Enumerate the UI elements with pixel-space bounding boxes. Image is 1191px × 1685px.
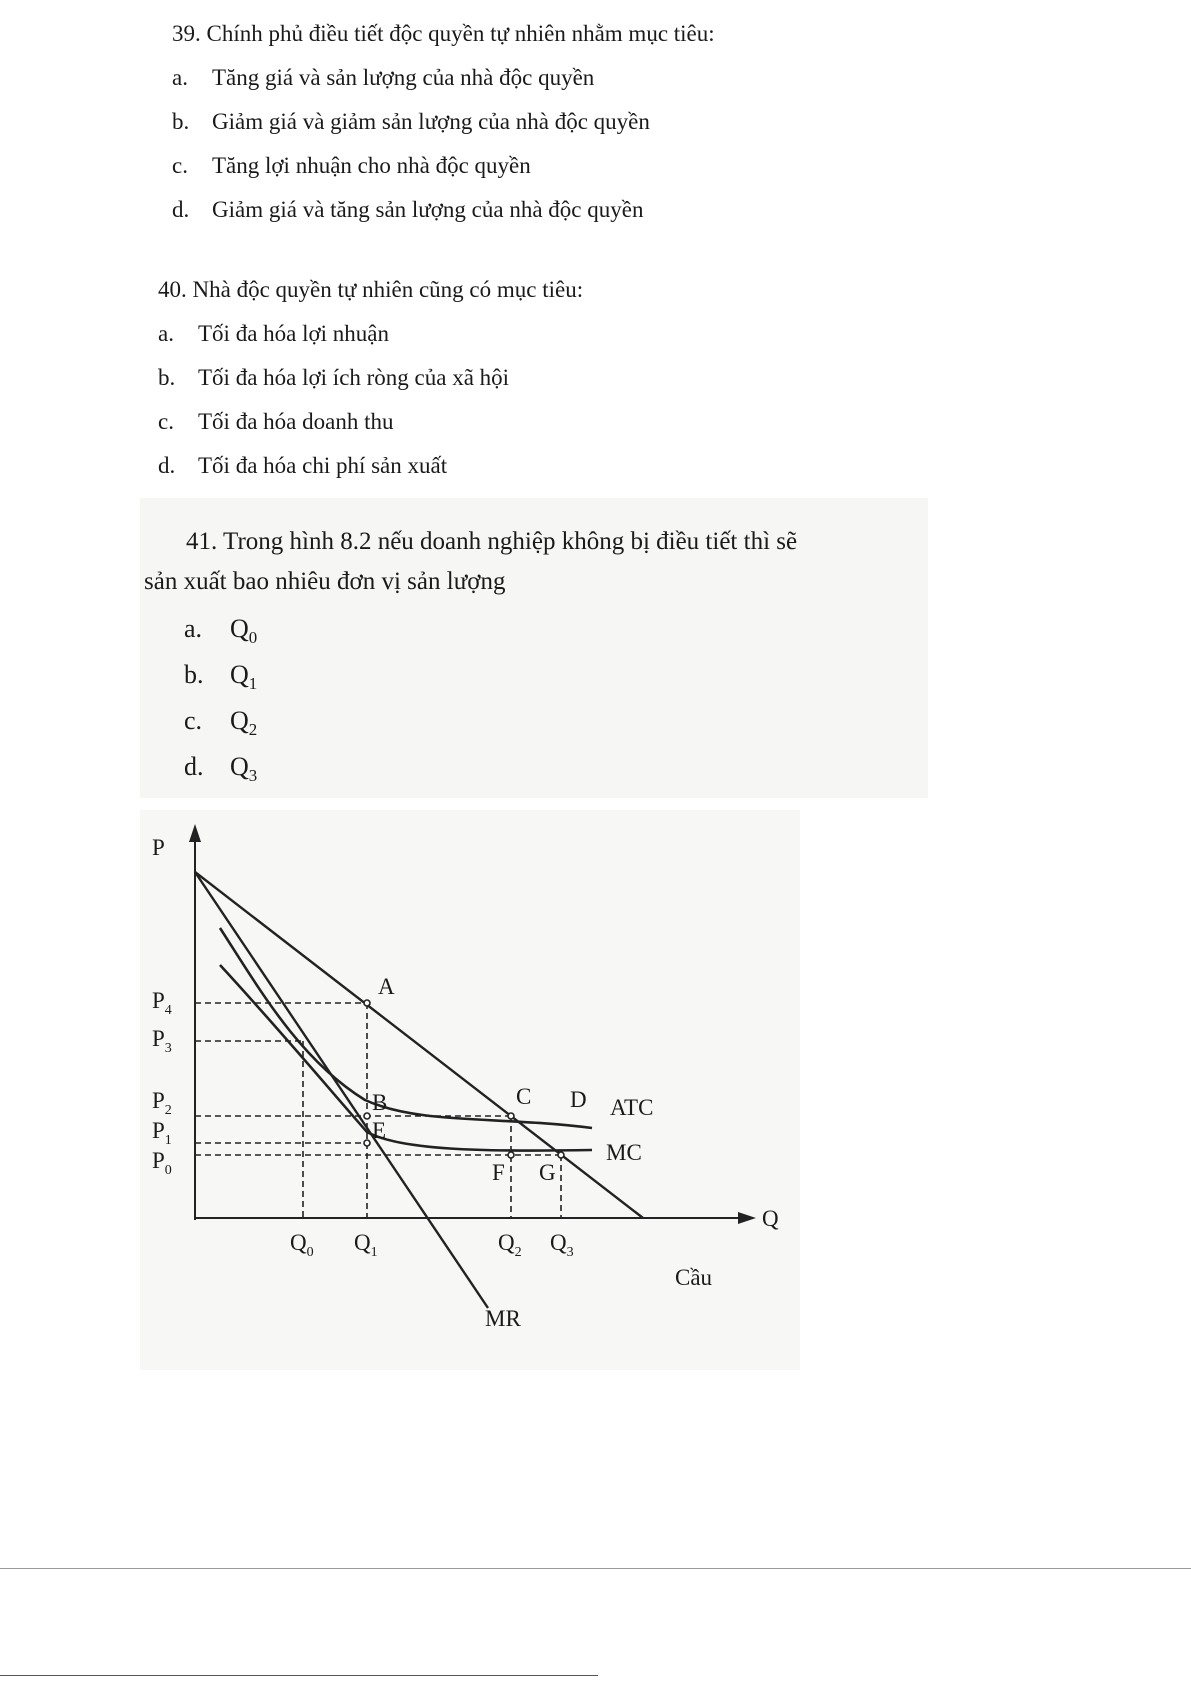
option-text: $Q_1$ — [230, 660, 258, 694]
question-39-option-c[interactable] — [172, 152, 531, 180]
label-point-f: F — [492, 1160, 505, 1185]
question-41-stem-line2: sản xuất bao nhiêu đơn vị sản lượng — [144, 568, 506, 595]
demand-curve — [195, 872, 643, 1218]
point-a — [364, 1000, 370, 1006]
tick-p0: $P_0$ — [152, 1148, 172, 1178]
question-41-option-c[interactable] — [184, 706, 257, 745]
option-letter: d. — [172, 197, 190, 222]
option-letter: c. — [172, 153, 188, 178]
question-39-option-b[interactable] — [172, 108, 650, 136]
footnote-divider — [0, 1675, 598, 1676]
point-c — [508, 1113, 514, 1119]
tick-p3: $P_3$ — [152, 1026, 172, 1056]
label-point-b: B — [372, 1090, 388, 1115]
footer-divider — [0, 1568, 1191, 1569]
tick-p4: $P_4$ — [152, 988, 172, 1018]
y-axis-arrow — [189, 824, 201, 842]
option-text: $Q_2$ — [230, 706, 258, 740]
point-g — [558, 1152, 564, 1158]
label-point-g: G — [539, 1160, 556, 1185]
option-letter: d. — [184, 752, 204, 781]
x-axis-arrow — [738, 1212, 756, 1224]
option-text: Tăng lợi nhuận cho nhà độc quyền — [212, 153, 531, 178]
option-letter: b. — [158, 365, 176, 390]
option-letter: c. — [184, 706, 203, 735]
label-mr: MR — [485, 1306, 521, 1331]
point-f — [508, 1152, 514, 1158]
option-letter: b. — [184, 660, 204, 689]
question-39-option-a[interactable] — [172, 64, 594, 92]
question-41-option-d[interactable] — [184, 752, 257, 791]
tick-q2: $Q_2$ — [498, 1230, 522, 1260]
label-mc: MC — [606, 1140, 642, 1165]
option-text: $Q_0$ — [230, 614, 258, 648]
y-axis-label: P — [152, 835, 165, 860]
label-atc: ATC — [610, 1095, 654, 1120]
option-text: Giảm giá và giảm sản lượng của nhà độc quyền — [212, 109, 650, 134]
tick-p2: $P_2$ — [152, 1088, 172, 1118]
label-point-e: E — [372, 1118, 387, 1143]
question-39-option-d[interactable] — [172, 196, 643, 224]
question-40-option-a[interactable] — [158, 320, 389, 348]
option-letter: c. — [158, 409, 174, 434]
figure-8-2 — [140, 810, 800, 1370]
option-text: $Q_3$ — [230, 752, 258, 786]
tick-p1: $P_1$ — [152, 1118, 172, 1148]
option-text: Tối đa hóa doanh thu — [198, 409, 394, 434]
point-b — [364, 1113, 370, 1119]
option-letter: a. — [172, 65, 188, 90]
option-text: Tối đa hóa lợi ích ròng của xã hội — [198, 365, 510, 390]
tick-q1: $Q_1$ — [354, 1230, 378, 1260]
option-letter: b. — [172, 109, 190, 134]
option-text: Tối đa hóa lợi nhuận — [198, 321, 390, 346]
x-axis-label: Q — [762, 1206, 779, 1231]
chart-svg — [140, 810, 800, 1370]
option-letter: a. — [184, 614, 203, 643]
tick-q3: $Q_3$ — [550, 1230, 574, 1260]
label-point-d: D — [570, 1087, 587, 1112]
question-40-option-d[interactable] — [158, 452, 447, 480]
option-letter: d. — [158, 453, 176, 478]
option-text: Giảm giá và tăng sản lượng của nhà độc quyền — [212, 197, 644, 222]
question-41-option-b[interactable] — [184, 660, 257, 699]
label-point-c: C — [516, 1084, 532, 1109]
label-demand: Cầu — [675, 1265, 713, 1290]
option-text: Tăng giá và sản lượng của nhà độc quyền — [212, 65, 595, 90]
mr-curve — [195, 872, 488, 1308]
question-39-stem: 39. Chính phủ điều tiết độc quyền tự nhiên nhằm mục tiêu: — [172, 21, 715, 46]
question-40-option-b[interactable] — [158, 364, 509, 392]
question-41-option-a[interactable] — [184, 614, 257, 653]
option-text: Tối đa hóa chi phí sản xuất — [198, 453, 448, 478]
label-point-a: A — [378, 974, 395, 999]
point-e — [364, 1140, 370, 1146]
question-41-stem-line1: 41. Trong hình 8.2 nếu doanh nghiệp không bị điều tiết thì sẽ — [186, 528, 798, 555]
question-40-stem: 40. Nhà độc quyền tự nhiên cũng có mục tiêu: — [158, 277, 584, 302]
tick-q0: $Q_0$ — [290, 1230, 314, 1260]
question-40-option-c[interactable] — [158, 408, 393, 436]
option-letter: a. — [158, 321, 174, 346]
